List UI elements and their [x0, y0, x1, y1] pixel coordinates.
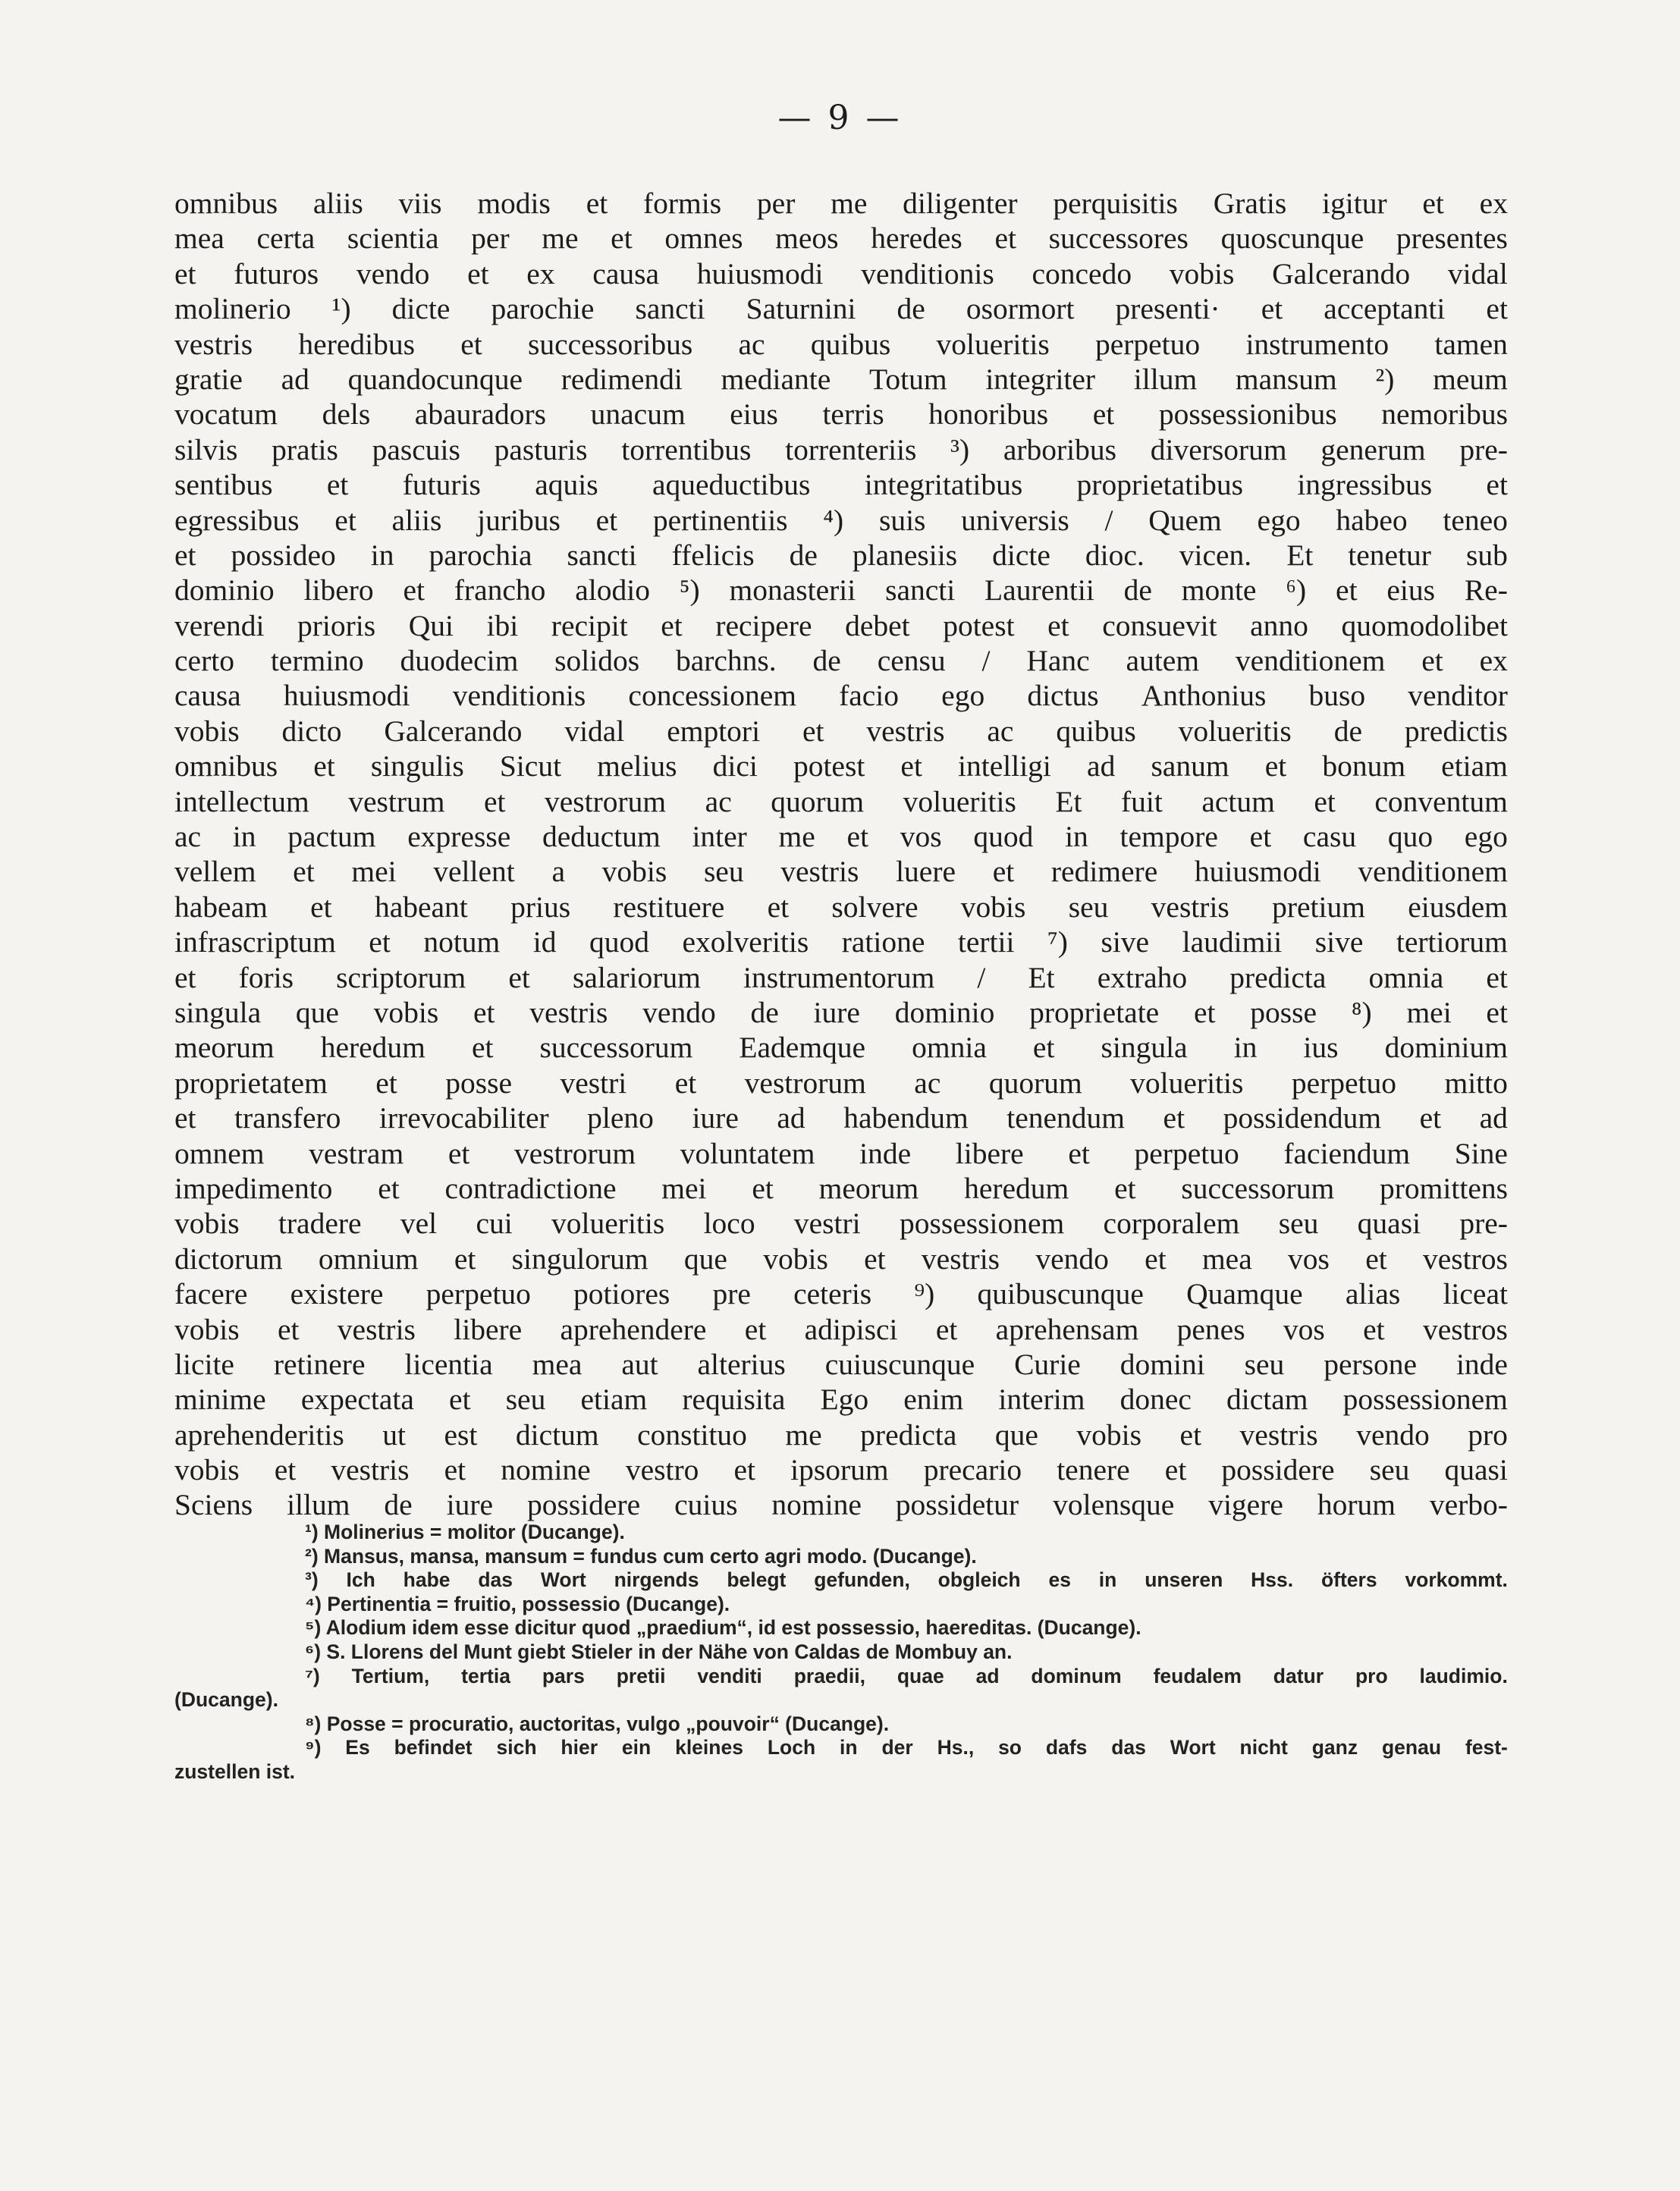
text-line: et foris scriptorum et salariorum instrumentorum / Et extraho predicta omnia et [174, 960, 1508, 994]
text-line: vobis et vestris et nomine vestro et ipsorum precario tenere et possidere seu quasi [174, 1453, 1508, 1487]
text-line: molinerio ¹) dicte parochie sancti Saturnini de osormort presenti· et acceptanti et [174, 292, 1508, 326]
text-line: vobis tradere vel cui volueritis loco vestri possessionem corporalem seu quasi pre- [174, 1207, 1508, 1241]
text-line: dominio libero et francho alodio ⁵) monasterii sancti Laurentii de monte ⁶) et eius Re- [174, 573, 1508, 607]
text-line: ac in pactum expresse deductum inter me et vos quod in tempore et casu quo ego [174, 820, 1508, 854]
text-line: et possideo in parochia sancti ffelicis de planesiis dicte dioc. vicen. Et tenetur sub [174, 538, 1508, 572]
footnote-3: ³) Ich habe das Wort nirgends belegt gefunden, obgleich es in unseren Hss. öfters vorkommt. [305, 1568, 1508, 1592]
page-number: — 9 — [777, 99, 903, 137]
text-line: omnibus et singulis Sicut melius dici potest et intelligi ad sanum et bonum etiam [174, 749, 1508, 783]
text-line: certo termino duodecim solidos barchns. de censu / Hanc autem venditionem et ex [174, 644, 1508, 678]
text-line: et futuros vendo et ex causa huiusmodi venditionis concedo vobis Galcerando vidal [174, 256, 1508, 290]
text-line: facere existere perpetuo potiores pre ceteris ⁹) quibuscunque Quamque alias liceat [174, 1277, 1508, 1311]
footnote-7: ⁷) Tertium, tertia pars pretii venditi praedii, quae ad dominum feudalem datur pro laudimio. [305, 1664, 1508, 1687]
footnote-9-continued: zustellen ist. [174, 1759, 296, 1783]
text-line: silvis pratis pascuis pasturis torrentibus torrenteriis ³) arboribus diversorum generum pre- [174, 432, 1508, 466]
footnote-7-continued: (Ducange). [174, 1688, 278, 1712]
text-line: omnem vestram et vestrorum voluntatem inde libere et perpetuo faciendum Sine [174, 1136, 1508, 1170]
text-line: vobis et vestris libere aprehendere et adipisci et aprehensam penes vos et vestros [174, 1312, 1508, 1346]
text-line: verendi prioris Qui ibi recipit et recipere debet potest et consuevit anno quomodolibet [174, 608, 1508, 642]
text-line: singula que vobis et vestris vendo de iure dominio proprietate et posse ⁸) mei et [174, 995, 1508, 1029]
footnote-5: ⁵) Alodium idem esse dicitur quod „praedium“, id est possessio, haereditas. (Ducange). [305, 1616, 1141, 1640]
text-line: dictorum omnium et singulorum que vobis et vestris vendo et mea vos et vestros [174, 1241, 1508, 1276]
text-line: intellectum vestrum et vestrorum ac quorum volueritis Et fuit actum et conventum [174, 784, 1508, 818]
text-line: infrascriptum et notum id quod exolveritis ratione tertii ⁷) sive laudimii sive tertiorum [174, 925, 1508, 959]
text-line: omnibus aliis viis modis et formis per me diligenter perquisitis Gratis igitur et ex [174, 187, 1508, 220]
text-line: vestris heredibus et successoribus ac quibus volueritis perpetuo instrumento tamen [174, 327, 1508, 361]
text-line: habeam et habeant prius restituere et solvere vobis seu vestris pretium eiusdem [174, 890, 1508, 924]
text-line: et transfero irrevocabiliter pleno iure ad habendum tenendum et possidendum et ad [174, 1101, 1508, 1135]
text-line: Sciens illum de iure possidere cuius nomine possidetur volensque vigere horum verbo- [174, 1488, 1508, 1522]
main-text [174, 186, 1508, 1523]
footnote-4: ⁴) Pertinentia = fruitio, possessio (Ducange). [305, 1592, 730, 1615]
text-line: vobis dicto Galcerando vidal emptori et vestris ac quibus volueritis de predictis [174, 714, 1508, 748]
text-line: vellem et mei vellent a vobis seu vestris luere et redimere huiusmodi venditionem [174, 855, 1508, 889]
text-line: sentibus et futuris aquis aqueductibus integritatibus proprietatibus ingressibus et [174, 468, 1508, 502]
text-line: vocatum dels abauradors unacum eius terris honoribus et possessionibus nemoribus [174, 397, 1508, 432]
text-line: causa huiusmodi venditionis concessionem facio ego dictus Anthonius buso venditor [174, 679, 1508, 713]
text-line: aprehenderitis ut est dictum constituo me predicta que vobis et vestris vendo pro [174, 1417, 1508, 1452]
text-line: proprietatem et posse vestri et vestrorum ac quorum volueritis perpetuo mitto [174, 1066, 1508, 1100]
footnote-6: ⁶) S. Llorens del Munt giebt Stieler in der Nähe von Caldas de Mombuy an. [305, 1640, 1013, 1663]
text-line: egressibus et aliis juribus et pertinentiis ⁴) suis universis / Quem ego habeo teneo [174, 503, 1508, 537]
footnote-1: ¹) Molinerius = molitor (Ducange). [305, 1521, 625, 1543]
footnote-8: ⁸) Posse = procuratio, auctoritas, vulgo „pouvoir“ (Ducange). [305, 1712, 890, 1735]
text-line: meorum heredum et successorum Eademque omnia et singula in ius dominium [174, 1031, 1508, 1065]
footnote-2: ²) Mansus, mansa, mansum = fundus cum certo agri modo. (Ducange). [305, 1544, 977, 1568]
text-line: licite retinere licentia mea aut alterius cuiuscunque Curie domini seu persone inde [174, 1347, 1508, 1381]
footnote-9: ⁹) Es befindet sich hier ein kleines Loch in der Hs., so dafs das Wort nicht ganz genau fest- [305, 1736, 1508, 1759]
text-line: minime expectata et seu etiam requisita Ego enim interim donec dictam possessionem [174, 1383, 1508, 1417]
text-line: mea certa scientia per me et omnes meos heredes et successores quoscunque presentes [174, 221, 1508, 256]
footnotes [174, 1521, 1508, 1785]
text-line: gratie ad quandocunque redimendi mediante Totum integriter illum mansum ²) meum [174, 362, 1508, 396]
text-line: impedimento et contradictione mei et meorum heredum et successorum promittens [174, 1171, 1508, 1205]
